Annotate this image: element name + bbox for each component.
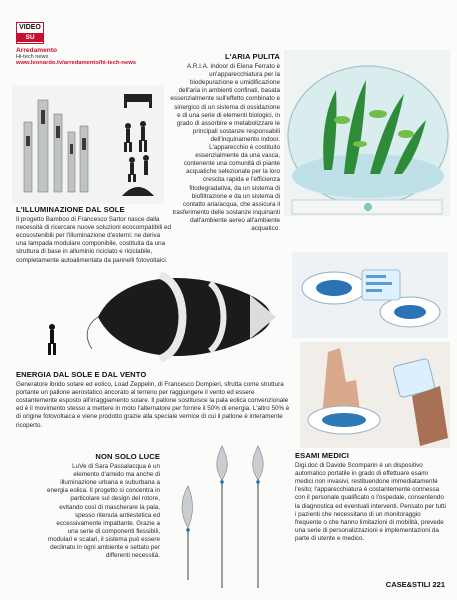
esami-body: Digi.doc di Davide Scomparin è un dispositivo automatico portatile in grado di effettuare esami medici non invasivi, restituendone immediatamente l'esito; l'apparecchiatura è costantemente connessa con il personale qualificato o l'ospedale, consentendo la diagnostica ed eventuali interventi. Pensato per tutti i pazienti che necessitano di un monitoraggio frequente o che hanno limitazioni di mobilità, prevede una serie di personalizzazioni e implementazioni da parte di utente e medico.: [295, 462, 446, 542]
video-badge: [16, 22, 44, 44]
esami-article: [295, 452, 447, 543]
page-number: 221: [432, 580, 445, 589]
esami-title: ESAMI MEDICI: [295, 451, 349, 460]
aria-aquarium-illustration: [284, 50, 450, 216]
energia-article: [16, 371, 290, 430]
energia-body: Generatore ibrido solare ed eolico, Load Zeppelin, di Francesco Dompieri, sfrutta come struttura portante un pallone aerostatico ancorato al terreno per raggiungere il vento ed essere costantemente esposto all'irraggiamento solare. Il pallone sostituisce la pala eolica convenzionale ed è il movimento stesso a mettere in moto l'alternatore per fornire il 50% di energia. L'altro 50% è di origine fotovoltaica e viene prodotto grazie alla speciale vernice di cui il pallone è interamente ricoperto.: [16, 381, 290, 429]
luce-title: NON SOLO LUCE: [95, 452, 160, 461]
bamboo-lamps-illustration: [12, 86, 164, 204]
badge-bottom: SU: [17, 33, 43, 42]
subcategory-label: Hi-tech news: [16, 54, 49, 60]
category-label: Arredamento: [16, 47, 58, 54]
aria-body: A.R.I.A. Indoor di Elena Ferrato è un'apparecchiatura per la biodepurazione e umidificazione dell'aria in ambienti confinati, basata essenzialmente sull'effetto combinato e sinergico di un sistema di ossidazione e di una serie di elementi biologici, in grado di assorbire e metabolizzare le principali sostanze responsabili dell'inquinamento indoor. L'apparecchio è costituito essenzialmente da una vasca, contenente una comunità di piante acquatiche selezionate per la loro crescita rapida e l'efficienza fitodegradativa, da un sistema di biofiltrazione e da un sistema di contatto aria/acqua, che assicura il trasferimento delle sostanze inquinanti dall'ambiente aereo all'ambiente acquatico.: [170, 63, 280, 232]
luce-article: [46, 453, 160, 560]
illuminazione-body: Il progetto Bamboo di Francesco Sartor nasce dalla necessità di ricercare nuove soluzioni ecocompatibili ed ecosostenibili per l'illuminazione d'esterni: ne deriva una lampada modulare componibile, costituita da una struttura di base in alluminio riciclato e riciclabile, completamente autoalimentata da pannelli fotovoltaici.: [16, 216, 172, 264]
digidoc-device-illustration: [292, 252, 448, 338]
illuminazione-article: [16, 206, 172, 265]
digidoc-hand-illustration: [300, 342, 450, 448]
aria-title: L'ARIA PULITA: [225, 52, 280, 61]
energia-title: ENERGIA DAL SOLE E DAL VENTO: [16, 370, 147, 379]
badge-top: VIDEO: [17, 23, 43, 33]
luce-body: LuVe di Sara Passalacqua è un elemento d'arredo ma anche di illuminazione urbana e suburbana a energia eolica. Il progetto si concentra in particolare sul design del rotore, evitando così di mascherare la pala, spesso ritenuta antiestetica ed eccessivamente impattante. Grazie a una serie di componenti flessibili, modulari e scalari, il sistema può essere declinato in ogni ambiente e settato per differenti necessità.: [46, 463, 160, 560]
section-url[interactable]: www.leonardo.tv/arredamento/hi-tech-news: [16, 60, 136, 66]
luve-poles-illustration: [164, 440, 284, 590]
magazine-name: CASE&STILI: [385, 580, 431, 589]
zeppelin-balloon-illustration: [40, 265, 280, 365]
aria-article: [170, 53, 280, 233]
illuminazione-title: L'ILLUMINAZIONE DAL SOLE: [16, 205, 125, 214]
page-footer: [386, 580, 445, 589]
